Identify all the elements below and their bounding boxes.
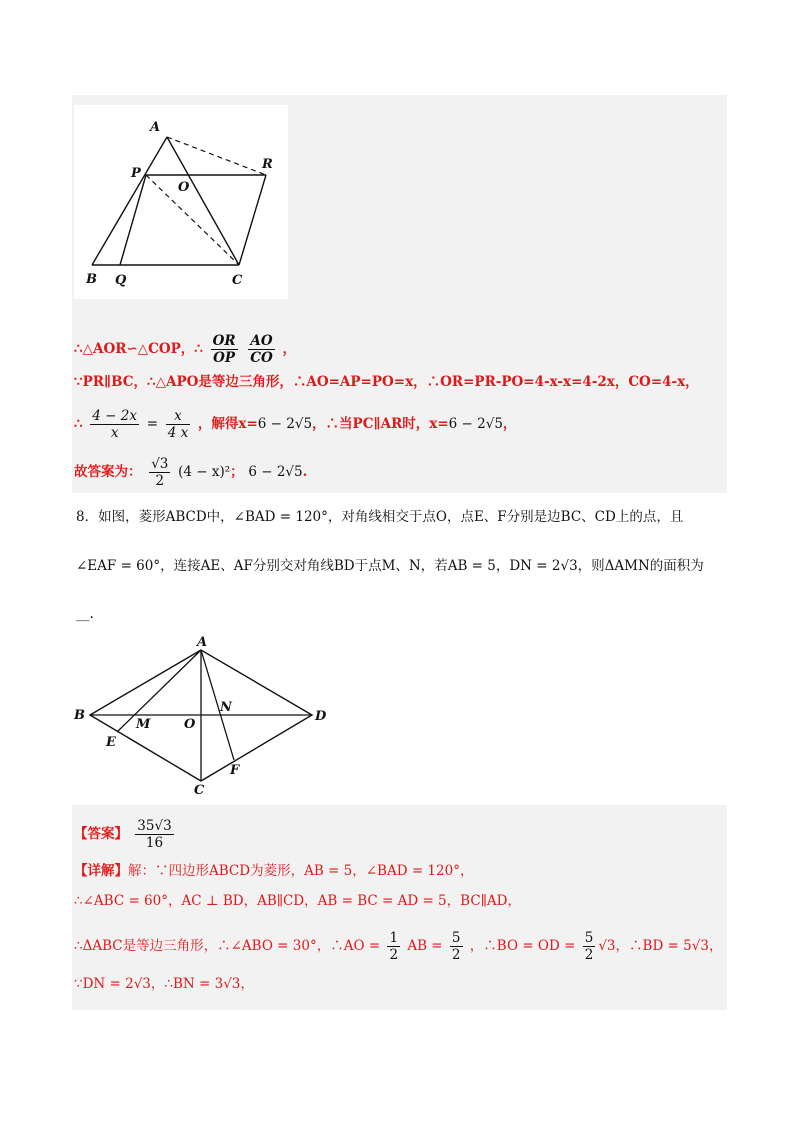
label-E: E — [106, 735, 116, 750]
detail-line1: 【详解】解：∵四边形ABCD为菱形，AB = 5，∠BAD = 120°， — [74, 863, 474, 879]
label-Q: Q — [115, 273, 127, 288]
label-O: O — [184, 717, 196, 732]
q8-line1: 8．如图，菱形ABCD中，∠BAD = 120°，对角线相交于点O，点E、F分别是边BC、CD上的点，且 — [76, 509, 684, 525]
label-O: O — [178, 180, 190, 195]
answer-tag: 【答案】 — [74, 826, 128, 842]
label-C: C — [232, 273, 243, 288]
sol7-line2: ∵PR∥BC，∴△APO是等边三角形，∴AO=AP=PO=x，∴OR=PR-PO=4-x-x=4-2x，CO=4-x， — [74, 374, 699, 390]
answer-line: 【答案】 $\frac{35√3}{16}$ — [74, 818, 172, 851]
label-D: D — [315, 709, 327, 724]
label-A: A — [197, 635, 208, 650]
sol7-line1: ∴△AOR∽△COP，∴ $\frac{OR}{OP}$ $\frac{AO}{CO}$ ， — [74, 333, 296, 366]
figure-parallelogram — [74, 105, 288, 299]
label-C: C — [194, 783, 205, 798]
sol7-line3: ∴ $\frac{4 - 2x}{x}$ = $\frac{x}{4 x}$ ，解得x=6 − 2√5，∴当PC∥AR时，x=6 − 2√5， — [74, 408, 517, 441]
detail-tag: 【详解】 — [74, 863, 128, 879]
label-M: M — [136, 717, 151, 732]
q8-line2: ∠EAF = 60°，连接AE、AF分别交对角线BD于点M、N，若AB = 5，DN = 2√3，则ΔAMN的面积为 — [76, 558, 704, 574]
sol7-line4: 故答案为： $\frac{√3}{2}$ (4 − x)²； 6 − 2√5. — [74, 456, 308, 489]
label-P: P — [131, 166, 141, 181]
label-B: B — [86, 272, 97, 287]
detail-line3: ∴ΔABC是等边三角形，∴∠ABO = 30°，∴AO = $\frac{1}{2}$ AB = $\frac{5}{2}$ ，∴BO = OD = $\frac{5}{2}$ √3，∴BD = 5√3， — [74, 930, 723, 963]
q8-line3: __. — [76, 606, 94, 622]
detail-line2: ∴∠ABC = 60°，AC ⊥ BD，AB∥CD，AB = BC = AD = 5，BC∥AD， — [74, 893, 521, 909]
label-N: N — [220, 700, 232, 715]
label-A: A — [150, 120, 161, 135]
figure-rhombus — [70, 632, 350, 802]
label-R: R — [262, 157, 273, 172]
label-B: B — [74, 708, 85, 723]
label-F: F — [230, 763, 240, 778]
detail-line4: ∵DN = 2√3，∴BN = 3√3， — [74, 976, 254, 992]
